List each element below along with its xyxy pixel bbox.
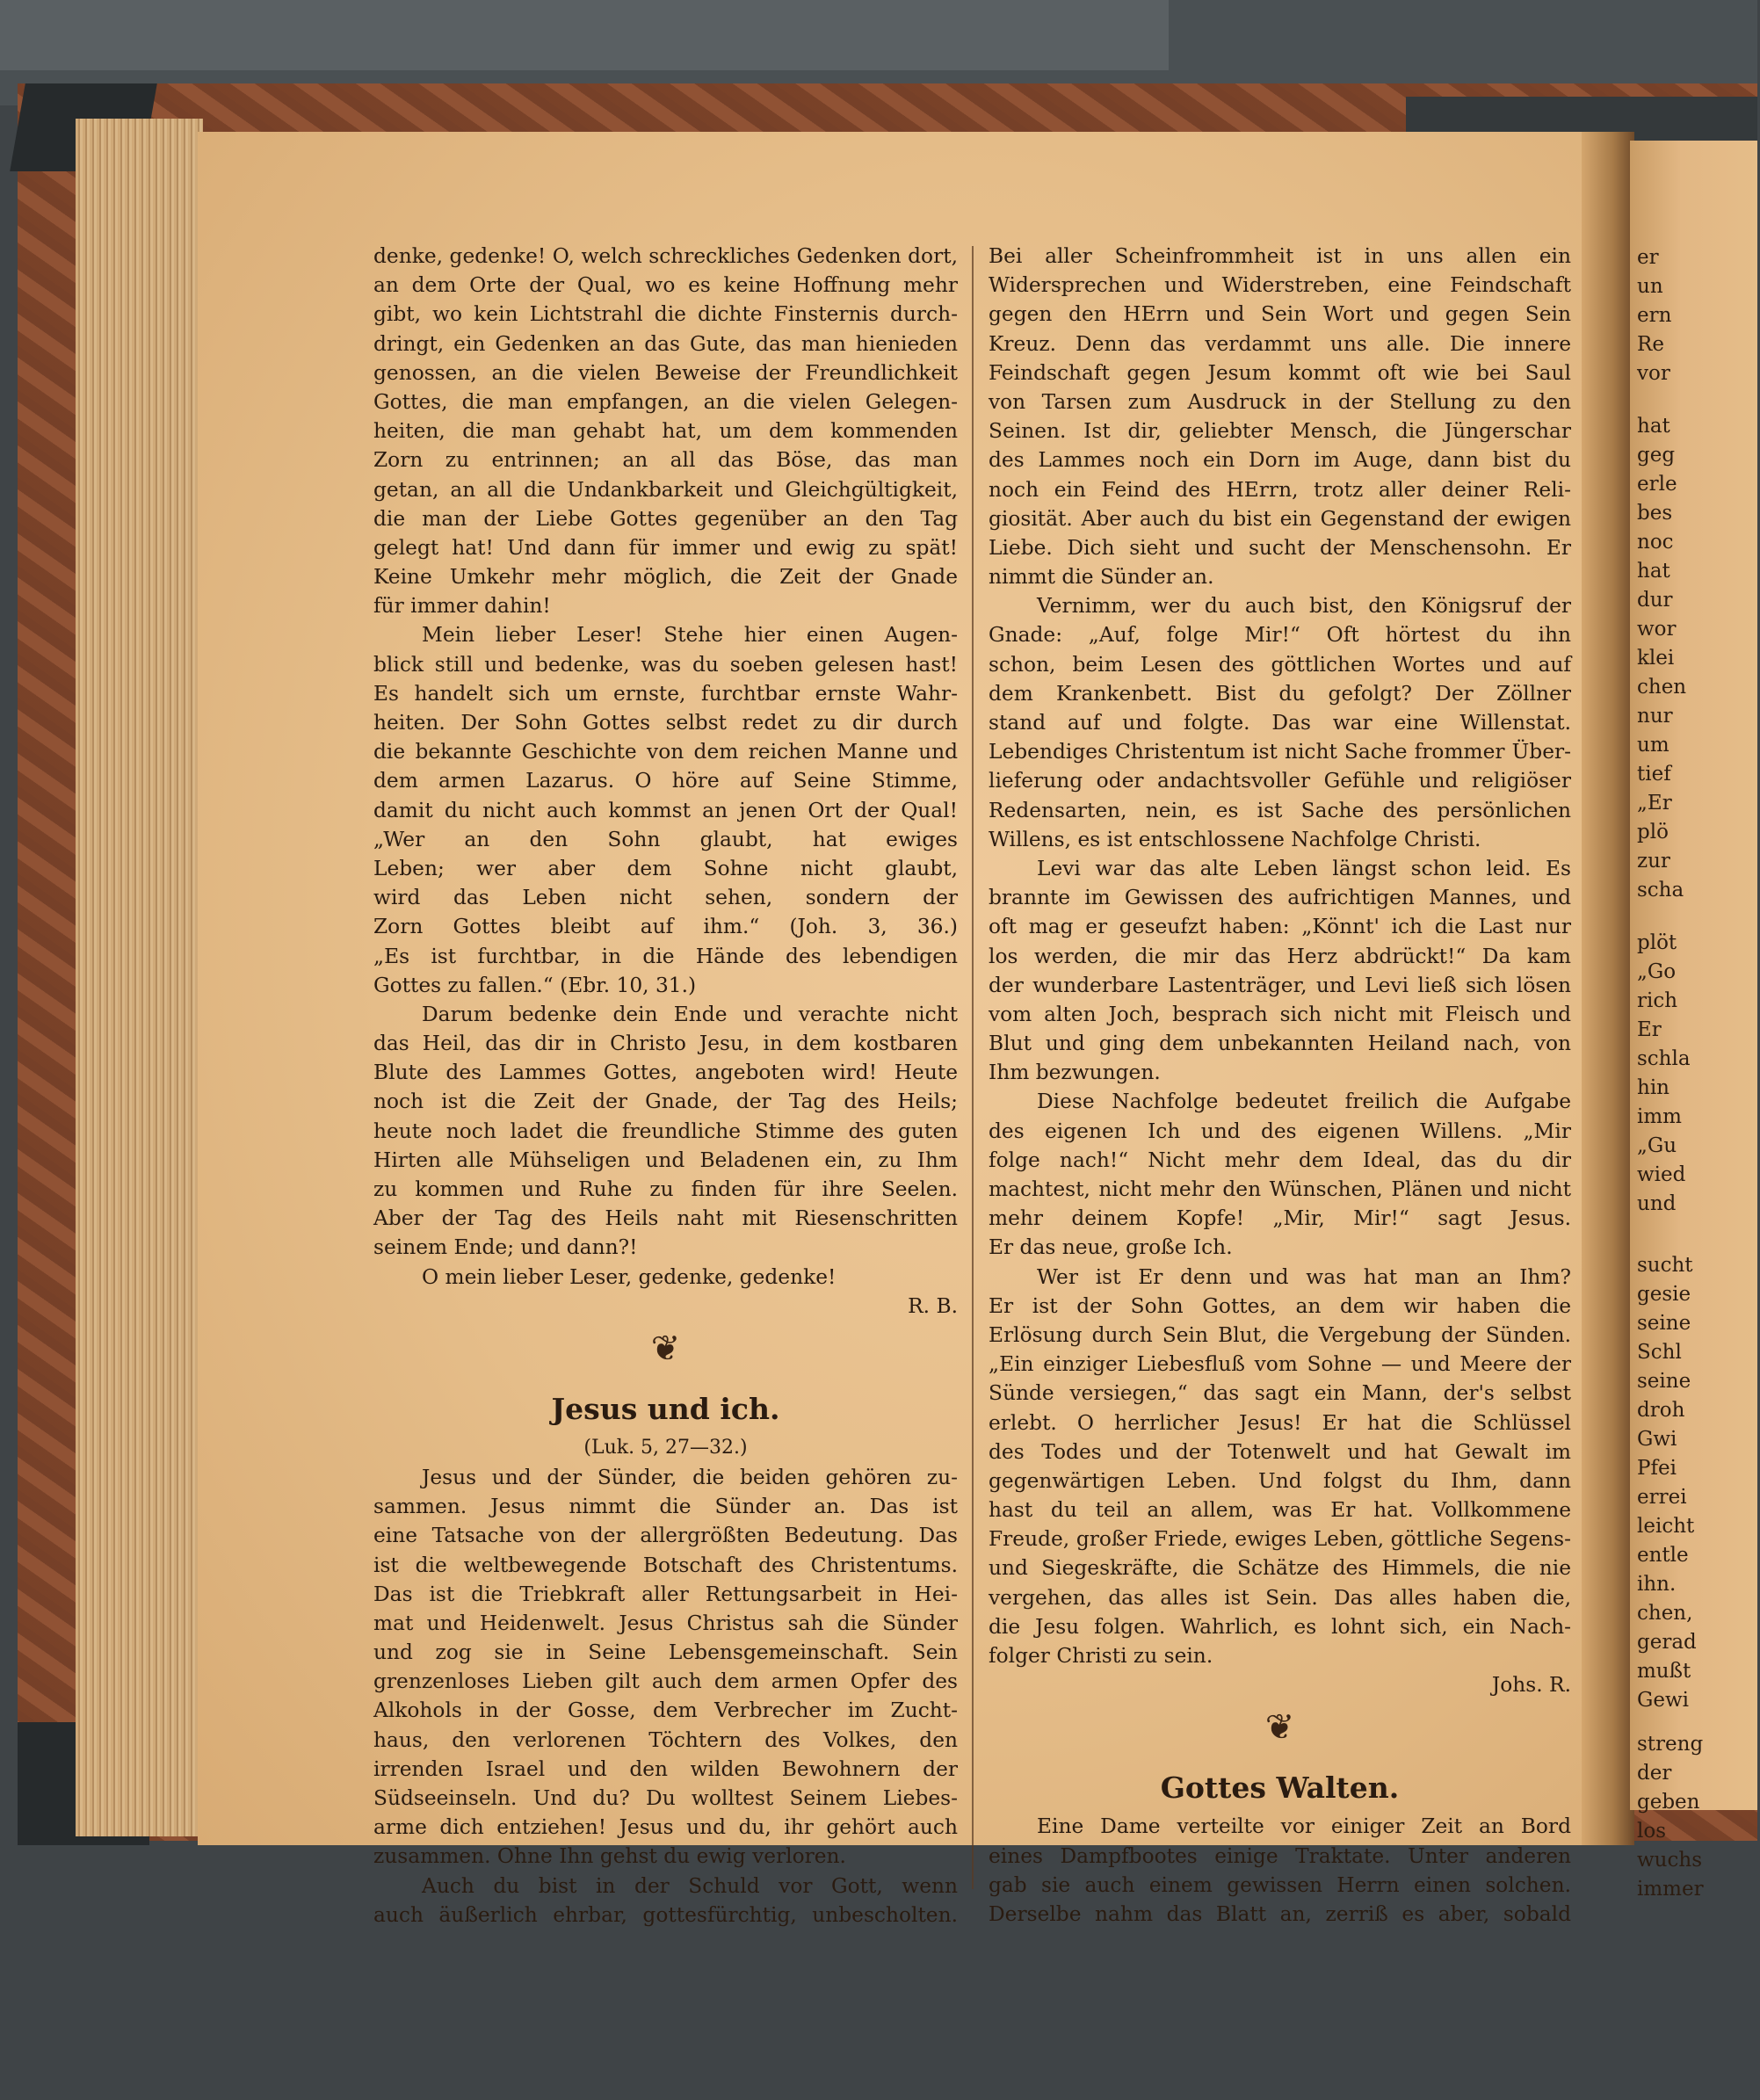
facing-page-word: dur	[1637, 589, 1673, 612]
facing-page-word: Gwi	[1637, 1428, 1677, 1451]
text-line: Ihm bezwungen.	[989, 1061, 1161, 1085]
text-line: blick still und bedenke, was du soeben gelesen hast!	[373, 652, 958, 677]
facing-page-word: um	[1637, 734, 1669, 757]
text-line: Er ist der Sohn Gottes, an dem wir haben die	[989, 1293, 1571, 1318]
facing-page-word: bes	[1637, 502, 1673, 525]
facing-page-word: ern	[1637, 304, 1672, 327]
facing-page-word: streng	[1637, 1733, 1704, 1756]
paragraph-mein-lieber-leser	[373, 620, 958, 999]
text-line: machtest, nicht mehr den Wünschen, Plänen und nicht	[989, 1177, 1571, 1201]
text-line: seinem Ende; und dann?!	[373, 1235, 638, 1260]
facing-page-word: hin	[1637, 1076, 1669, 1099]
text-line: die man der Liebe Gottes gegenüber an den Tag	[373, 506, 958, 531]
facing-page-word: er	[1637, 246, 1659, 269]
signature-johs: Johs. R.	[1491, 1673, 1571, 1698]
text-line: damit du nicht auch kommst an jenen Ort der Qual!	[373, 798, 958, 822]
facing-page-word: Pfei	[1637, 1457, 1677, 1480]
facing-page-word: Schl	[1637, 1341, 1682, 1364]
text-line: Vernimm, wer du auch bist, den Königsruf der	[1037, 594, 1571, 619]
page-edges	[76, 119, 203, 1836]
facing-page-word: wied	[1637, 1163, 1686, 1186]
facing-page-word: seine	[1637, 1370, 1691, 1393]
signature-rb: R. B.	[908, 1293, 958, 1318]
facing-page-word: los	[1637, 1820, 1667, 1843]
text-line: Bei aller Scheinfrommheit ist in uns allen ein	[989, 244, 1571, 268]
text-line: Redensarten, nein, es ist Sache des persönlichen	[989, 798, 1571, 822]
text-line: erlebt. O herrlicher Jesus! Er hat die Schlüssel	[989, 1410, 1571, 1435]
ornament-icon: ❦	[650, 1328, 681, 1369]
text-line: und zog sie in Seine Lebensgemeinschaft. Sein	[373, 1640, 958, 1665]
column-rule	[972, 246, 974, 1889]
text-line: die Jesu folgen. Wahrlich, es lohnt sich, ein Nach-	[989, 1614, 1571, 1639]
text-line: stand auf und folgte. Das war eine Willenstat.	[989, 711, 1571, 735]
text-line: „Es ist furchtbar, in die Hände des lebendigen	[373, 944, 958, 968]
facing-page-word: immer	[1637, 1878, 1704, 1901]
text-line: Levi war das alte Leben längst schon leid. Es	[1037, 856, 1571, 880]
text-line: dem armen Lazarus. O höre auf Seine Stimme,	[373, 769, 958, 793]
facing-page-word: rich	[1637, 989, 1678, 1012]
facing-page-word: „Er	[1637, 792, 1672, 815]
text-line: Freude, großer Friede, ewiges Leben, göttliche Segens-	[989, 1527, 1571, 1552]
facing-page-word: leicht	[1637, 1515, 1695, 1538]
facing-page-word: un	[1637, 275, 1663, 298]
facing-page-word: gesie	[1637, 1283, 1691, 1306]
facing-page-word: ihn.	[1637, 1573, 1677, 1596]
text-line: für immer dahin!	[373, 594, 551, 619]
book-gutter	[1582, 132, 1634, 1845]
text-line: Er das neue, große Ich.	[989, 1235, 1233, 1260]
text-line: Das ist die Triebkraft aller Rettungsarbeit in Hei-	[373, 1582, 958, 1606]
facing-page-word: chen,	[1637, 1602, 1693, 1625]
text-line: des Todes und der Totenwelt und hat Gewalt im	[989, 1439, 1571, 1464]
facing-page-word: und	[1637, 1192, 1677, 1215]
text-line: oft mag er geseufzt haben: „Könnt' ich die Last nur	[989, 915, 1571, 939]
text-line: Jesus und der Sünder, die beiden gehören zu-	[422, 1465, 958, 1489]
text-line: Kreuz. Denn das verdammt uns alle. Die innere	[989, 331, 1571, 356]
text-line: Zorn Gottes bleibt auf ihm.“ (Joh. 3, 36.)	[373, 915, 958, 939]
text-line: heute noch ladet die freundliche Stimme des guten	[373, 1119, 958, 1143]
facing-page-word: Er	[1637, 1018, 1662, 1041]
text-line: genossen, an die vielen Beweise der Freundlichkeit	[373, 360, 958, 385]
text-line: Derselbe nahm das Blatt an, zerriß es aber, sobald	[989, 1901, 1571, 1926]
text-line: folger Christi zu sein.	[989, 1644, 1213, 1668]
article-heading-gottes-walten: Gottes Walten.	[1160, 1771, 1400, 1806]
facing-page-word: zur	[1637, 850, 1670, 873]
text-line: und Siegeskräfte, die Schätze des Himmels, die nie	[989, 1556, 1571, 1581]
facing-page-word: scha	[1637, 879, 1684, 902]
text-line: Widersprechen und Widerstreben, eine Feindschaft	[989, 273, 1571, 298]
text-line: gelegt hat! Und dann für immer und ewig zu spät!	[373, 535, 958, 560]
paragraph-auch-du	[373, 1872, 958, 1930]
text-line: Gottes, die man empfangen, an die vielen Gelegen-	[373, 389, 958, 414]
facing-page-word: imm	[1637, 1105, 1682, 1128]
text-line: vergehen, das alles ist Sein. Das alles haben die,	[989, 1585, 1571, 1610]
text-line: eines Dampfbootes einige Traktate. Unter anderen	[989, 1843, 1571, 1868]
text-line: Willens, es ist entschlossene Nachfolge Christi.	[989, 827, 1481, 851]
text-line: an dem Orte der Qual, wo es keine Hoffnung mehr	[373, 273, 958, 298]
text-line: sammen. Jesus nimmt die Sünder an. Das ist	[373, 1495, 958, 1519]
paragraph-vernimm	[989, 591, 1571, 854]
text-line: die bekannte Geschichte von dem reichen Manne und	[373, 740, 958, 764]
facing-page-word: plöt	[1637, 931, 1677, 954]
facing-page-word: Re	[1637, 333, 1664, 356]
article-heading-jesus-und-ich: Jesus und ich.	[551, 1391, 780, 1426]
text-line: Alkohols in der Gosse, dem Verbrecher im Zucht-	[373, 1698, 958, 1723]
text-line: mat und Heidenwelt. Jesus Christus sah die Sünder	[373, 1611, 958, 1635]
facing-page-word: wor	[1637, 618, 1677, 641]
text-line: hast du teil an allem, was Er hat. Vollkommene	[989, 1498, 1571, 1523]
facing-page-word: Gewi	[1637, 1689, 1690, 1712]
text-line: auch äußerlich ehrbar, gottesfürchtig, unbescholten.	[373, 1902, 958, 1927]
text-line: des Lammes noch ein Dorn im Auge, dann bist du	[989, 448, 1571, 473]
text-line: giosität. Aber auch du bist ein Gegenstand der ewigen	[989, 506, 1571, 531]
text-line: Sünde versiegen,“ das sagt ein Mann, der's selbst	[989, 1381, 1571, 1406]
text-line: gibt, wo kein Lichtstrahl die dichte Finsternis durch-	[373, 302, 958, 327]
text-line: Hirten alle Mühseligen und Beladenen ein, zu Ihm	[373, 1148, 958, 1172]
text-line: „Wer an den Sohn glaubt, hat ewiges	[373, 827, 958, 851]
facing-page-word: der	[1637, 1762, 1672, 1785]
text-line: gegen den HErrn und Sein Wort und gegen Sein	[989, 302, 1571, 327]
text-line: noch ein Feind des HErrn, trotz aller deiner Reli-	[989, 477, 1571, 502]
facing-page-word: geben	[1637, 1791, 1700, 1814]
text-line: Liebe. Dich sieht und sucht der Menschensohn. Er	[989, 535, 1571, 560]
paragraph-scheinfrommheit	[989, 242, 1571, 591]
facing-page-word: noc	[1637, 531, 1674, 554]
facing-page-word: hat	[1637, 415, 1670, 438]
text-line: dringt, ein Gedenken an das Gute, das man hienieden	[373, 331, 958, 356]
paragraph-gedenke	[373, 242, 958, 620]
text-line: Seinen. Ist dir, geliebter Mensch, die Jüngerschar	[989, 419, 1571, 444]
text-line: Wer ist Er denn und was hat man an Ihm?	[1037, 1264, 1571, 1289]
text-line: „Ein einziger Liebesfluß vom Sohne — und Meere der	[989, 1352, 1571, 1377]
text-line: wird das Leben nicht sehen, sondern der	[373, 886, 958, 910]
facing-page-word: plö	[1637, 821, 1669, 844]
text-line: Zorn zu entrinnen; an all das Böse, das man	[373, 448, 958, 473]
facing-page-word: klei	[1637, 647, 1675, 670]
facing-page-word: mußt	[1637, 1660, 1691, 1683]
text-line: irrenden Israel und den wilden Bewohnern der	[373, 1756, 958, 1781]
text-line: Eine Dame verteilte vor einiger Zeit an Bord	[1037, 1814, 1571, 1839]
text-line: Diese Nachfolge bedeutet freilich die Aufgabe	[1037, 1090, 1571, 1114]
facing-page-word: sucht	[1637, 1254, 1693, 1277]
text-line: Erlösung durch Sein Blut, die Vergebung der Sünden.	[989, 1322, 1571, 1347]
facing-page-word: chen	[1637, 676, 1687, 699]
text-line: der wunderbare Lastenträger, und Levi ließ sich lösen	[989, 973, 1571, 997]
text-line: gegenwärtigen Leben. Und folgst du Ihm, dann	[989, 1468, 1571, 1493]
text-line: Keine Umkehr mehr möglich, die Zeit der Gnade	[373, 565, 958, 590]
facing-page-fragment	[1630, 141, 1757, 1901]
text-line: Mein lieber Leser! Stehe hier einen Augen-	[422, 623, 958, 648]
text-line: Aber der Tag des Heils naht mit Riesenschritten	[373, 1206, 958, 1231]
facing-page-word: wuchs	[1637, 1849, 1702, 1872]
text-line: Blut und ging dem unbekannten Heiland nach, von	[989, 1032, 1571, 1056]
text-line: zu kommen und Ruhe zu finden für ihre Seelen.	[373, 1177, 958, 1201]
facing-page-word: geg	[1637, 444, 1676, 467]
facing-page-word: nur	[1637, 705, 1673, 728]
facing-page-word: „Gu	[1637, 1134, 1677, 1157]
text-line: arme dich entziehen! Jesus und du, ihr gehört auch	[373, 1815, 958, 1840]
text-line: des eigenen Ich und des eigenen Willens. „Mir	[989, 1119, 1571, 1143]
text-line: brannte im Gewissen des aufrichtigen Mannes, und	[989, 886, 1571, 910]
scanner-panel	[0, 0, 1169, 70]
text-line: schon, beim Lesen des göttlichen Wortes und auf	[989, 652, 1571, 677]
text-line: lieferung oder andachtsvoller Gefühle und religiöser	[989, 769, 1571, 793]
text-line: eine Tatsache von der allergrößten Bedeutung. Das	[373, 1524, 958, 1548]
right-column	[989, 242, 1571, 1929]
facing-page-word: droh	[1637, 1399, 1685, 1422]
text-line: haus, den verlorenen Töchtern des Volkes, den	[373, 1727, 958, 1752]
facing-page-word: schla	[1637, 1047, 1691, 1070]
text-line: denke, gedenke! O, welch schreckliches Gedenken dort,	[373, 244, 958, 268]
text-line: dem Krankenbett. Bist du gefolgt? Der Zöllner	[989, 681, 1571, 706]
text-line: Es handelt sich um ernste, furchtbar ernste Wahr-	[373, 681, 958, 706]
text-line: Blute des Lammes Gottes, angeboten wird! Heute	[373, 1061, 958, 1085]
text-line: gab sie auch einem gewissen Herrn einen solchen.	[989, 1872, 1571, 1897]
text-line: Feindschaft gegen Jesum kommt oft wie bei Saul	[989, 360, 1571, 385]
text-line: Gnade: „Auf, folge Mir!“ Oft hörtest du ihn	[989, 623, 1571, 648]
ornament-icon: ❦	[1264, 1707, 1295, 1749]
text-line: mehr deinem Kopfe! „Mir, Mir!“ sagt Jesus.	[989, 1206, 1571, 1231]
paragraph-nachfolge	[989, 1087, 1571, 1262]
text-line: heiten. Der Sohn Gottes selbst redet zu dir durch	[373, 711, 958, 735]
text-line: Südseeinseln. Und du? Du wolltest Seinem Liebes-	[373, 1786, 958, 1810]
text-line: vom alten Joch, besprach sich nicht mit Fleisch und	[989, 1002, 1571, 1026]
text-line: nimmt die Sünder an.	[989, 565, 1214, 590]
facing-page-word: vor	[1637, 362, 1670, 385]
text-line: Lebendiges Christentum ist nicht Sache frommer Über-	[989, 740, 1571, 764]
text-line: los werden, die mir das Herz abdrückt!“ Da kam	[989, 944, 1571, 968]
text-line: Auch du bist in der Schuld vor Gott, wenn	[422, 1873, 958, 1898]
text-line: folge nach!“ Nicht mehr dem Ideal, das du dir	[989, 1148, 1571, 1172]
paragraph-jesus-und-der-suender	[373, 1463, 958, 1872]
text-line: das Heil, das dir in Christo Jesu, in dem kostbaren	[373, 1032, 958, 1056]
facing-page-word: hat	[1637, 560, 1670, 583]
facing-page-word: errei	[1637, 1486, 1687, 1509]
facing-page-word: seine	[1637, 1312, 1691, 1335]
left-column	[373, 242, 958, 1930]
facing-page-word: „Go	[1637, 960, 1677, 983]
text-line: noch ist die Zeit der Gnade, der Tag des Heils;	[373, 1090, 958, 1114]
paragraph-wer-ist-er	[989, 1263, 1571, 1671]
facing-page-word: tief	[1637, 763, 1671, 786]
text-line: getan, an all die Undankbarkeit und Gleichgültigkeit,	[373, 477, 958, 502]
text-line: Gottes zu fallen.“ (Ebr. 10, 31.)	[373, 973, 697, 997]
paragraph-levi	[989, 854, 1571, 1088]
closing-line: O mein lieber Leser, gedenke, gedenke!	[422, 1264, 837, 1289]
text-line: Leben; wer aber dem Sohne nicht glaubt,	[373, 856, 958, 880]
text-line: zusammen. Ohne Ihn gehst du ewig verloren.	[373, 1844, 846, 1869]
paragraph-darum-bedenke	[373, 1000, 958, 1263]
facing-page-word: entle	[1637, 1544, 1689, 1567]
facing-page-word: erle	[1637, 473, 1677, 496]
paragraph-eine-dame	[989, 1812, 1571, 1929]
facing-page-word: gerad	[1637, 1631, 1697, 1654]
text-line: heiten, die man gehabt hat, um dem kommenden	[373, 419, 958, 444]
text-line: ist die weltbewegende Botschaft des Christentums.	[373, 1553, 958, 1577]
text-line: grenzenloses Lieben gilt auch dem armen Opfer des	[373, 1669, 958, 1694]
bible-reference: (Luk. 5, 27—32.)	[583, 1436, 748, 1459]
text-line: von Tarsen zum Ausdruck in der Stellung zu den	[989, 389, 1571, 414]
text-line: Darum bedenke dein Ende und verachte nicht	[422, 1002, 958, 1026]
